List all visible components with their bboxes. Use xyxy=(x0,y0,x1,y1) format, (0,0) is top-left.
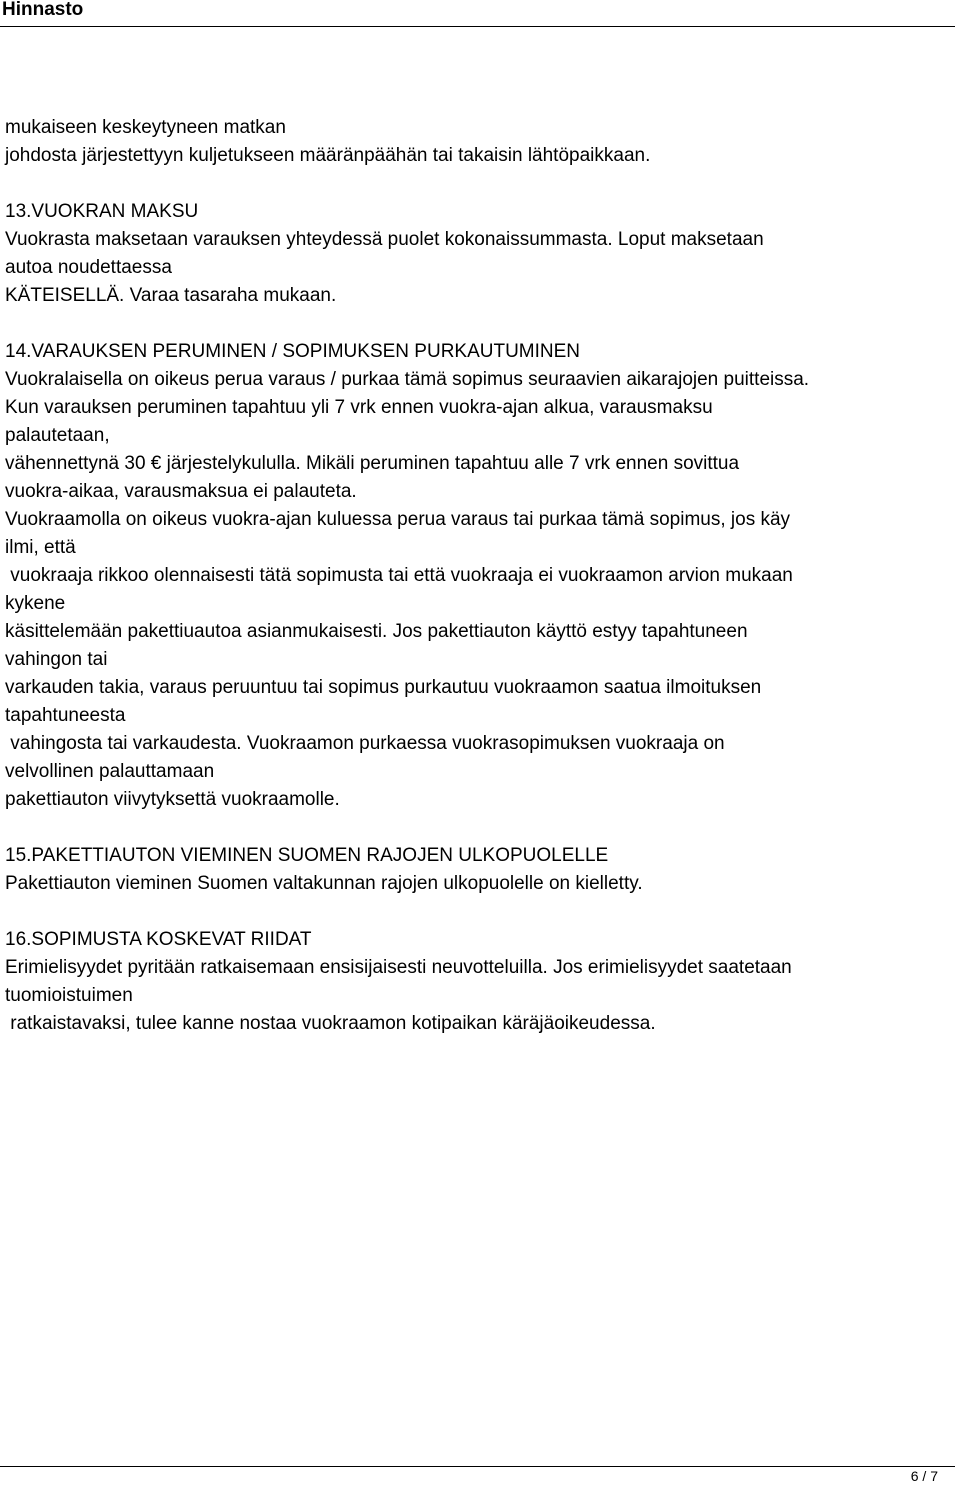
text-line: 13.VUOKRAN MAKSU xyxy=(5,201,199,222)
document-body xyxy=(5,114,955,1038)
text-line: Vuokraamolla on oikeus vuokra-ajan kuluessa perua varaus tai purkaa tämä sopimus, jos käy xyxy=(5,509,791,530)
paragraph-gap xyxy=(5,310,955,338)
paragraph-gap xyxy=(5,898,955,926)
text-line: kykene xyxy=(5,593,66,614)
text-line: ilmi, että xyxy=(5,537,76,558)
paragraph-gap xyxy=(5,170,955,198)
text-line: velvollinen palauttamaan xyxy=(5,761,215,782)
paragraph-gap xyxy=(5,814,955,842)
text-line: tuomioistuimen xyxy=(5,985,133,1006)
page-number: 6 / 7 xyxy=(910,1468,938,1484)
text-line: vuokraaja rikkoo olennaisesti tätä sopimusta tai että vuokraaja ei vuokraamon arvion mukaan xyxy=(5,565,793,586)
text-line: vahingosta tai varkaudesta. Vuokraamon purkaessa vuokrasopimuksen vuokraaja on xyxy=(5,733,725,754)
text-line: Pakettiauton vieminen Suomen valtakunnan rajojen ulkopuolelle on kielletty. xyxy=(5,873,643,894)
text-line: tapahtuneesta xyxy=(5,705,126,726)
text-line: KÄTEISELLÄ. Varaa tasaraha mukaan. xyxy=(5,285,337,306)
text-line: 14.VARAUKSEN PERUMINEN / SOPIMUKSEN PURKAUTUMINEN xyxy=(5,341,581,362)
text-line: 15.PAKETTIAUTON VIEMINEN SUOMEN RAJOJEN ULKOPUOLELLE xyxy=(5,845,609,866)
text-line: varkauden takia, varaus peruuntuu tai sopimus purkautuu vuokraamon saatua ilmoituksen xyxy=(5,677,762,698)
text-line: 16.SOPIMUSTA KOSKEVAT RIIDAT xyxy=(5,929,312,950)
text-line: Erimielisyydet pyritään ratkaisemaan ensisijaisesti neuvotteluilla. Jos erimielisyydet saatetaan xyxy=(5,957,792,978)
text-line: palautetaan, xyxy=(5,425,110,446)
text-line: pakettiauton viivytyksettä vuokraamolle. xyxy=(5,789,340,810)
text-line: mukaiseen keskeytyneen matkan xyxy=(5,117,286,138)
text-line: Vuokrasta maksetaan varauksen yhteydessä puolet kokonaissummasta. Loput maksetaan xyxy=(5,229,764,250)
text-line: johdosta järjestettyyn kuljetukseen määränpäähän tai takaisin lähtöpaikkaan. xyxy=(5,145,651,166)
text-line: autoa noudettaessa xyxy=(5,257,172,278)
text-line: vuokra-aikaa, varausmaksua ei palauteta. xyxy=(5,481,357,502)
text-line: Kun varauksen peruminen tapahtuu yli 7 vrk ennen vuokra-ajan alkua, varausmaksu xyxy=(5,397,713,418)
text-line: ratkaistavaksi, tulee kanne nostaa vuokraamon kotipaikan käräjäoikeudessa. xyxy=(5,1013,656,1034)
footer-rule xyxy=(0,1466,955,1467)
text-line: käsittelemään pakettiuautoa asianmukaisesti. Jos pakettiauton käyttö estyy tapahtuneen xyxy=(5,621,748,642)
document-title: Hinnasto xyxy=(2,0,84,20)
page-header xyxy=(0,0,955,27)
text-line: Vuokralaisella on oikeus perua varaus / purkaa tämä sopimus seuraavien aikarajojen puitteissa. xyxy=(5,369,810,390)
text-line: vahingon tai xyxy=(5,649,108,670)
text-line: vähennettynä 30 € järjestelykululla. Mikäli peruminen tapahtuu alle 7 vrk ennen sovittua xyxy=(5,453,740,474)
